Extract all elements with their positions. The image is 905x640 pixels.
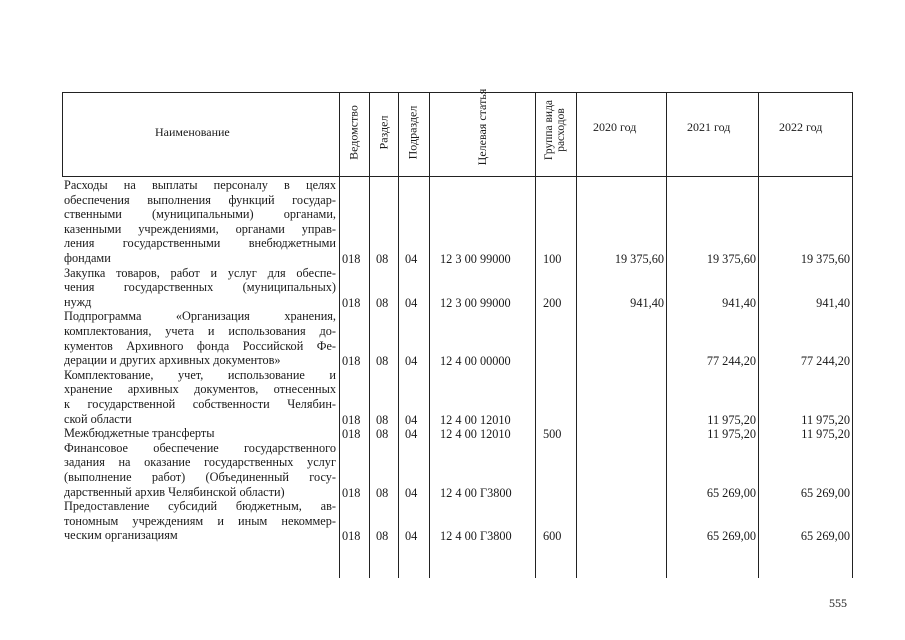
row-cell-v2022: 11 975,20: [801, 412, 850, 427]
col-border: [369, 92, 370, 578]
row-cell-cs: 12 4 00 Г3800: [440, 485, 512, 500]
row-description-line: дерации и других архивных документов»: [64, 353, 281, 368]
row-description-line: задания на оказание государственных услуг: [64, 455, 336, 470]
row-description-line: ческим организациям: [64, 528, 178, 543]
row-cell-podr: 04: [405, 295, 418, 310]
row-description-line: Расходы на выплаты персоналу в целях: [64, 178, 336, 192]
row-cell-gr: 100: [543, 252, 562, 266]
row-description-line: комплектования, учета и использования до-: [64, 324, 336, 338]
col-border: [535, 92, 536, 578]
row-cell-cs: 12 3 00 99000: [440, 295, 511, 310]
row-cell-razd: 08: [376, 485, 389, 500]
row-cell-cs: 12 4 00 00000: [440, 354, 511, 369]
row-cell-ved: 018: [342, 427, 361, 442]
header-vedomstvo: Ведомство: [346, 105, 361, 160]
header-podrazdel: Подраздел: [405, 105, 420, 160]
row-cell-podr: 04: [405, 252, 418, 266]
col-border: [398, 92, 399, 578]
col-border: [576, 92, 577, 578]
col-border: [339, 92, 340, 578]
row-cell-podr: 04: [405, 427, 418, 442]
row-description-line: кументов Архивного фонда Российской Фе-: [64, 338, 336, 353]
row-cell-v2020: 19 375,60: [614, 252, 664, 266]
col-border: [852, 92, 853, 578]
row-cell-v2022: 941,40: [816, 295, 850, 310]
row-cell-v2021: 11 975,20: [707, 412, 756, 427]
row-description-line: казенными учреждениями, органами управ-: [64, 221, 336, 236]
row-cell-v2022: 65 269,00: [800, 485, 850, 500]
row-cell-ved: 018: [342, 412, 361, 427]
row-description-line: дарственный архив Челябинской области): [64, 484, 285, 499]
row-cell-v2022: 19 375,60: [800, 252, 850, 266]
row-cell-ved: 018: [342, 354, 361, 369]
row-description-line: хранение архивных документов, отнесенных: [64, 382, 336, 397]
row-description-line: Межбюджетные трансферты: [64, 426, 215, 441]
row-cell-razd: 08: [376, 427, 389, 442]
header-gruppa: [543, 87, 567, 173]
row-cell-razd: 08: [376, 412, 389, 427]
header-2021: 2021 год: [687, 120, 731, 134]
header-celevaya-text: Целевая статья: [475, 88, 489, 166]
row-cell-v2020: 941,40: [630, 295, 664, 310]
header-2020: 2020 год: [593, 120, 637, 134]
row-cell-v2022: 11 975,20: [801, 427, 850, 442]
header-razdel: Раздел: [376, 115, 391, 150]
col-border: [62, 92, 63, 176]
row-cell-cs: 12 3 00 99000: [440, 252, 511, 266]
header-2022: 2022 год: [779, 120, 823, 134]
row-cell-cs: 12 4 00 Г3800: [440, 529, 512, 544]
row-cell-razd: 08: [376, 354, 389, 369]
row-cell-gr: 600: [543, 529, 562, 544]
row-description-line: ления государственными внебюджетными: [64, 236, 336, 251]
header-gruppa-text: Группа вида расходов: [543, 99, 567, 161]
row-description-line: Предоставление субсидий бюджетным, ав-: [64, 499, 336, 514]
header-celevaya: [475, 87, 489, 167]
row-cell-razd: 08: [376, 252, 389, 266]
row-cell-ved: 018: [342, 295, 361, 310]
row-description-line: нужд: [64, 294, 92, 309]
row-description-line: Комплектование, учет, использование и: [64, 367, 336, 382]
row-cell-v2022: 77 244,20: [800, 354, 850, 369]
row-cell-v2021: 65 269,00: [706, 485, 756, 500]
row-cell-razd: 08: [376, 529, 389, 544]
row-cell-podr: 04: [405, 529, 418, 544]
row-description-line: тономным учреждениям и иным некоммер-: [64, 513, 336, 528]
row-cell-ved: 018: [342, 485, 361, 500]
row-cell-cs: 12 4 00 12010: [440, 412, 511, 427]
row-description-line: Закупка товаров, работ и услуг для обеспе-: [64, 265, 336, 280]
row-cell-podr: 04: [405, 354, 418, 369]
header-bottom-border: [62, 176, 853, 177]
row-description-line: ской области: [64, 411, 132, 426]
row-description-line: чения государственных (муниципальных): [64, 280, 336, 295]
row-cell-gr: 200: [543, 295, 562, 310]
header-name: Наименование: [155, 125, 230, 139]
table-top-border: [62, 92, 853, 93]
row-cell-v2022: 65 269,00: [800, 529, 850, 544]
row-cell-podr: 04: [405, 485, 418, 500]
col-border: [429, 92, 430, 578]
row-cell-ved: 018: [342, 252, 361, 266]
row-cell-v2021: 65 269,00: [706, 529, 756, 544]
row-cell-razd: 08: [376, 295, 389, 310]
row-cell-ved: 018: [342, 529, 361, 544]
col-border: [758, 92, 759, 578]
row-description-line: к государственной собственности Челябин-: [64, 397, 336, 411]
row-description-line: обеспечения выполнения функций государ-: [64, 192, 336, 207]
col-border: [666, 92, 667, 578]
row-description-line: Финансовое обеспечение государственного: [64, 440, 336, 455]
row-description-line: ственными (муниципальными) органами,: [64, 207, 336, 222]
row-cell-v2021: 77 244,20: [706, 354, 756, 369]
page-number: 555: [829, 596, 847, 610]
row-description-line: (выполнение работ) (Объединенный госу-: [64, 470, 336, 484]
row-cell-cs: 12 4 00 12010: [440, 427, 511, 442]
row-cell-gr: 500: [543, 427, 562, 442]
row-cell-v2021: 941,40: [722, 295, 756, 310]
row-cell-v2021: 19 375,60: [706, 252, 756, 266]
row-description-line: Подпрограмма «Организация хранения,: [64, 309, 336, 324]
row-description-line: фондами: [64, 251, 111, 265]
row-cell-v2021: 11 975,20: [707, 427, 756, 442]
row-cell-podr: 04: [405, 412, 418, 427]
